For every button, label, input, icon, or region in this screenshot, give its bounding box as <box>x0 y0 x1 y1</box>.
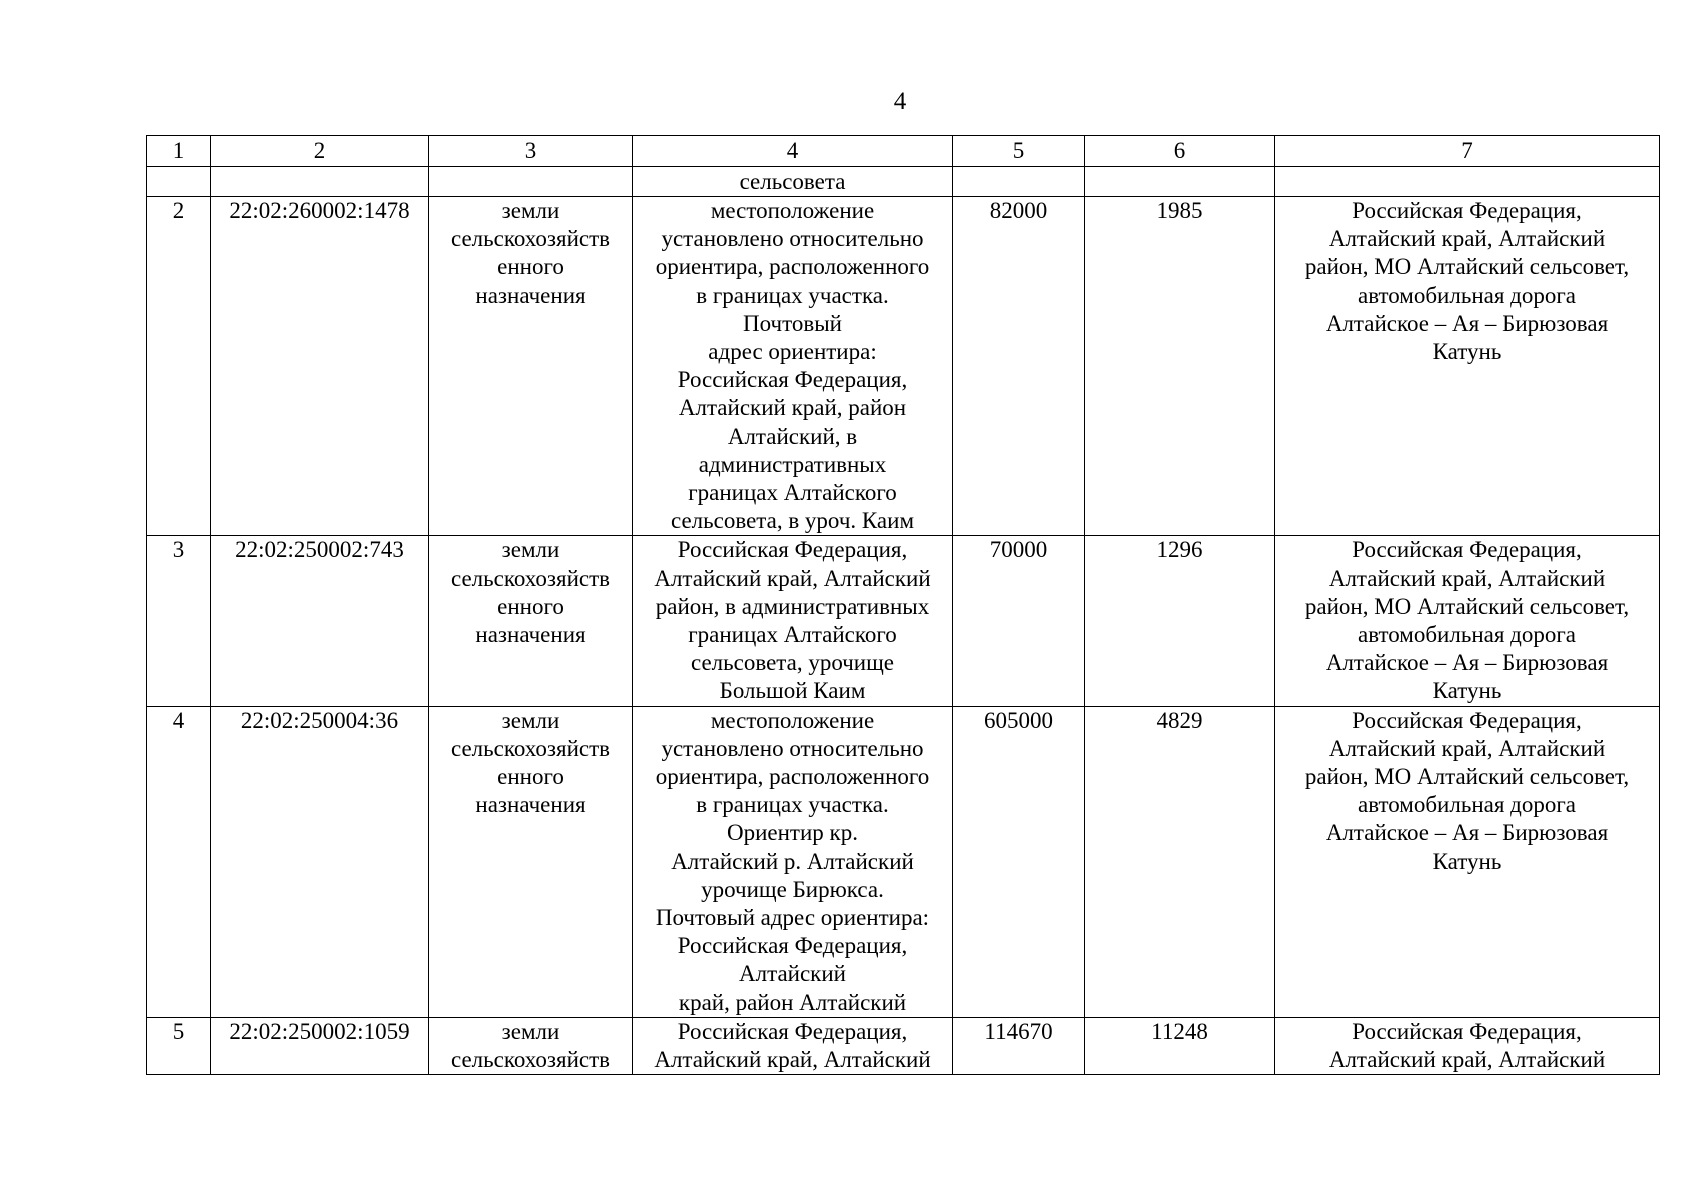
address-cell-line: Российская Федерация, <box>1352 537 1582 563</box>
location-cell-line: Алтайский край, Алтайский <box>654 1047 931 1073</box>
table-row <box>147 1017 1660 1074</box>
header-cell: 6 <box>1085 136 1275 167</box>
location-cell-line: сельсовета, в уроч. Каим <box>670 508 915 534</box>
location-cell-line: ориентира, расположенного <box>655 254 930 280</box>
area-cell: 70000 <box>953 536 1085 706</box>
table-row <box>147 197 1660 536</box>
location-cell <box>633 1017 953 1074</box>
column-6-cell: 1985 <box>1085 197 1275 536</box>
table-row <box>147 706 1660 1017</box>
address-cell-line: Катунь <box>1432 678 1502 704</box>
continuation-cell <box>1275 167 1660 197</box>
location-cell-line: местоположение <box>710 198 875 223</box>
continuation-row <box>147 167 1660 197</box>
location-cell <box>633 706 953 1017</box>
cadastral-number-cell: 22:02:260002:1478 <box>211 197 429 536</box>
page-number: 4 <box>893 88 907 115</box>
land-plots-table <box>146 135 1660 1075</box>
cadastral-number-cell: 22:02:250004:36 <box>211 706 429 1017</box>
location-cell-line: границах Алтайского <box>688 622 897 648</box>
land-category-cell-line: назначения <box>475 792 586 818</box>
address-cell-line: Российская Федерация, <box>1352 1018 1582 1044</box>
location-cell-line: Российская Федерация, <box>677 933 908 959</box>
location-cell-line: район, в административных <box>655 593 930 619</box>
location-cell-line: Алтайский край, район <box>678 395 907 421</box>
row-number-cell: 2 <box>147 197 211 536</box>
location-cell <box>633 197 953 536</box>
header-cell: 7 <box>1275 136 1660 167</box>
address-cell-line: Российская Федерация, <box>1352 198 1582 223</box>
continuation-cell <box>211 167 429 197</box>
land-category-cell <box>429 706 633 1017</box>
location-cell-line: Российская Федерация, <box>677 537 908 563</box>
location-cell-line: сельсовета, урочище <box>690 650 895 676</box>
header-row <box>147 136 1660 167</box>
location-cell-line: установлено относительно <box>661 226 924 252</box>
location-cell-line: Алтайский, в <box>727 423 858 449</box>
location-cell-line: Российская Федерация, <box>677 367 908 393</box>
location-cell-line: Почтовый <box>743 310 842 336</box>
address-cell-line: район, МО Алтайский сельсовет, <box>1304 254 1630 280</box>
location-cell-line: административных <box>698 451 887 477</box>
address-cell <box>1275 197 1660 536</box>
address-cell-line: Катунь <box>1432 848 1502 874</box>
land-category-cell-line: назначения <box>475 282 586 308</box>
location-cell-line: ориентира, расположенного <box>655 764 930 790</box>
land-category-cell-line: енного <box>497 593 564 619</box>
address-cell-line: автомобильная дорога <box>1357 282 1577 308</box>
address-cell-line: Алтайский край, Алтайский <box>1328 565 1606 591</box>
location-cell-line: границах Алтайского <box>688 480 897 506</box>
address-cell-line: Российская Федерация, <box>1352 707 1582 733</box>
continuation-cell <box>1085 167 1275 197</box>
address-cell <box>1275 1017 1660 1074</box>
address-cell-line: Алтайский край, Алтайский <box>1328 1047 1606 1073</box>
location-cell-line: Большой Каим <box>719 678 866 704</box>
area-cell: 605000 <box>953 706 1085 1017</box>
location-cell-line: в границах участка. <box>696 792 889 818</box>
location-cell-line: Ориентир кр. <box>727 820 858 846</box>
land-category-cell-line: земли <box>501 1018 560 1044</box>
location-cell-line: Почтовый адрес ориентира: <box>655 905 930 931</box>
address-cell-line: Катунь <box>1432 339 1502 365</box>
location-cell-line: Российская Федерация, <box>677 1018 908 1044</box>
column-6-cell: 1296 <box>1085 536 1275 706</box>
location-cell-line: адрес ориентира: <box>708 339 877 365</box>
location-cell-line: Алтайский край, Алтайский <box>654 565 931 591</box>
address-cell-line: автомобильная дорога <box>1357 792 1577 818</box>
land-category-cell-line: назначения <box>475 622 586 648</box>
land-category-cell-line: земли <box>501 707 560 733</box>
area-cell: 82000 <box>953 197 1085 536</box>
address-cell-line: Алтайский край, Алтайский <box>1328 735 1606 761</box>
continuation-cell <box>147 167 211 197</box>
address-cell-line: Алтайское – Ая – Бирюзовая <box>1325 820 1609 846</box>
location-cell-line: в границах участка. <box>696 282 889 308</box>
land-category-cell-line: сельскохозяйств <box>450 226 611 252</box>
area-cell: 114670 <box>953 1017 1085 1074</box>
land-category-cell-line: земли <box>501 537 560 563</box>
row-number-cell: 4 <box>147 706 211 1017</box>
column-6-cell: 11248 <box>1085 1017 1275 1074</box>
continuation-location-cell: сельсовета <box>633 167 953 197</box>
address-cell-line: автомобильная дорога <box>1357 622 1577 648</box>
location-cell-line: Алтайский <box>739 961 846 987</box>
location-cell-line: край, район Алтайский <box>678 989 907 1015</box>
land-category-cell <box>429 1017 633 1074</box>
header-cell: 4 <box>633 136 953 167</box>
row-number-cell: 3 <box>147 536 211 706</box>
address-cell-line: район, МО Алтайский сельсовет, <box>1304 593 1630 619</box>
location-cell <box>633 536 953 706</box>
land-category-cell-line: енного <box>497 764 564 790</box>
location-cell-line: местоположение <box>710 707 875 733</box>
header-cell: 3 <box>429 136 633 167</box>
address-cell-line: Алтайское – Ая – Бирюзовая <box>1325 310 1609 336</box>
continuation-cell <box>953 167 1085 197</box>
header-cell: 2 <box>211 136 429 167</box>
land-category-cell-line: сельскохозяйств <box>450 735 611 761</box>
land-category-cell-line: енного <box>497 254 564 280</box>
header-cell: 1 <box>147 136 211 167</box>
land-category-cell-line: земли <box>501 198 560 223</box>
continuation-cell <box>429 167 633 197</box>
land-category-cell-line: сельскохозяйств <box>450 565 611 591</box>
address-cell-line: район, МО Алтайский сельсовет, <box>1304 764 1630 790</box>
column-6-cell: 4829 <box>1085 706 1275 1017</box>
header-cell: 5 <box>953 136 1085 167</box>
land-category-cell <box>429 197 633 536</box>
location-cell-line: урочище Бирюкса. <box>701 876 884 902</box>
address-cell <box>1275 536 1660 706</box>
address-cell-line: Алтайский край, Алтайский <box>1328 226 1606 252</box>
row-number-cell: 5 <box>147 1017 211 1074</box>
land-category-cell <box>429 536 633 706</box>
cadastral-number-cell: 22:02:250002:743 <box>211 536 429 706</box>
cadastral-number-cell: 22:02:250002:1059 <box>211 1017 429 1074</box>
table-row <box>147 536 1660 706</box>
land-category-cell-line: сельскохозяйств <box>450 1047 611 1073</box>
location-cell-line: Алтайский р. Алтайский <box>671 848 914 874</box>
address-cell <box>1275 706 1660 1017</box>
location-cell-line: установлено относительно <box>661 735 924 761</box>
address-cell-line: Алтайское – Ая – Бирюзовая <box>1325 650 1609 676</box>
